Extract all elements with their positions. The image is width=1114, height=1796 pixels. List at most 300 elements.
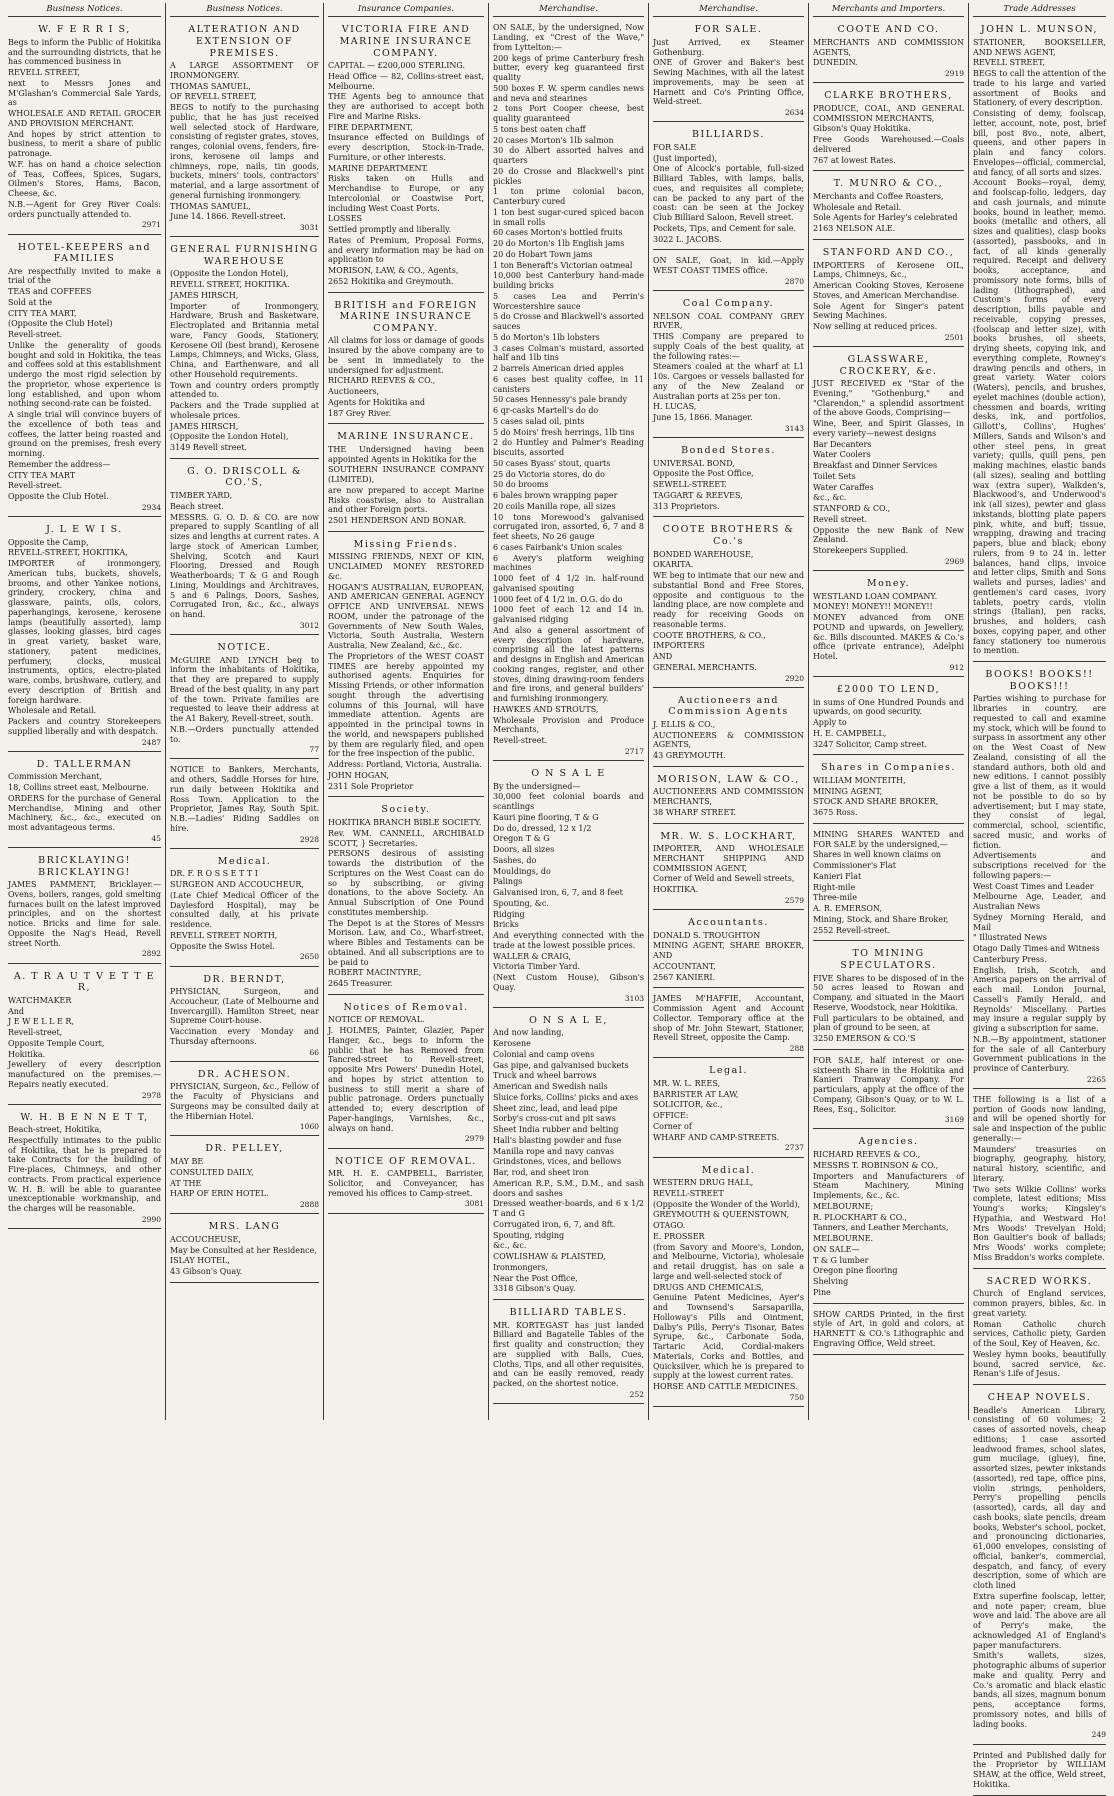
ad-title: BRICKLAYING! BRICKLAYING! (38, 855, 131, 878)
ad-line: 3675 Ross. (813, 808, 858, 818)
ad-line: All claims for loss or damage of goods insured by the above company are to be sent in immediately to the undersigned for adjustment. (328, 336, 484, 375)
ad-line: 2163 NELSON ALE. (813, 224, 896, 234)
ad-line: Commissioner's Flat (813, 861, 896, 871)
ad-line: PHYSICIAN, Surgeon, and Accoucheur, (Late of Melbourne and Invercargill). Hamilton Street, near Supreme Court-house. (170, 987, 319, 1026)
ad-number: 3081 (464, 1199, 484, 1209)
ad-line: Galvanised iron, 6, 7, and 8 feet (493, 888, 623, 898)
ad-line: MR. KORTEGAST has just landed Billiard and Bagatelle Tables of the first quality and construction; they are supplied with Balls, Cues, Cloths, Tips, and all other requisites, and can be easily removed, ready packed, on the shortest notice. (493, 1320, 644, 1389)
ad-line: 6 Avery's platform weighing machines (493, 553, 644, 573)
ad-line: American R.P., S.M., D.M., and sash doors and sashes (493, 1178, 644, 1198)
ad-title: Notices of Removal. (343, 1001, 469, 1013)
ad-line: JOHN HOGAN, (328, 770, 390, 780)
ad-title: BILLIARDS. (692, 129, 765, 141)
ad-title: Missing Friends. (353, 538, 459, 550)
ad-line: ON SALE— (813, 1244, 860, 1254)
ad-line: 2652 Hokitika and Greymouth. (328, 276, 454, 286)
ad-line: And hopes by strict attention to business, to merit a share of public patronage. (8, 129, 161, 159)
ad-line: AUCTIONEERS & COMMISSION AGENTS, (653, 730, 804, 750)
advertisement (8, 520, 161, 752)
ad-number: 66 (309, 1047, 319, 1057)
ad-title: Society. (381, 804, 431, 816)
advertisement (973, 1388, 1106, 1744)
ad-line: Sashes, do (493, 855, 537, 865)
ad-line: SOLICITOR, &c., (653, 1100, 723, 1110)
column-heading: Merchants and Importers. (813, 3, 964, 17)
ad-line: 2 do Huntley and Palmer's Reading biscuits, assorted (493, 438, 644, 458)
ad-line: Colonial and camp ovens (493, 1049, 595, 1059)
ad-line: Pine (813, 1287, 831, 1297)
ad-line: Sorby's cross-cut and pit saws (493, 1114, 616, 1124)
ad-line: MINING AGENT, (813, 786, 883, 796)
ad-line: MARINE DEPARTMENT. (328, 163, 429, 173)
ad-line: Packers and the Trade supplied at wholesale prices. (170, 401, 319, 420)
ad-line: Corner of (653, 1121, 692, 1131)
ad-line: 5 do Crosse and Blackwell's assorted sauces (493, 312, 644, 332)
ad-number: 2487 (141, 737, 161, 747)
ad-title: DR. PELLEY, (205, 1143, 284, 1155)
ad-title: A. T R A U T V E T T E R, (13, 970, 156, 994)
ad-line: SHOW CARDS Printed, in the first style of Art, in gold and colors, at HARNETT & CO.'s Lithographic and Engraving Office, Weld street. (813, 1309, 964, 1348)
ad-line: 3318 Gibson's Quay. (493, 1284, 576, 1294)
ad-line: WILLIAM MONTEITH, (813, 775, 906, 785)
ad-line: ORDERS for the purchase of General Merchandise, Mining and other Machinery, &c., &c., executed on most advantageous terms. (8, 793, 161, 833)
ad-line: WATCHMAKER (8, 995, 72, 1005)
ad-line: RICHARD REEVES & CO., (813, 1150, 921, 1159)
ad-line: OFFICE: (653, 1111, 689, 1121)
ad-title: TO MINING SPECULATORS. (840, 948, 937, 971)
ad-line: HORSE AND CATTLE MEDICINES. (653, 1382, 798, 1392)
advertisement (653, 770, 804, 824)
ad-line: JAMES M'HAFFIE, Accountant, Commission Agent and Account Collector. Temporary office at the shop of Mr. John Stewart, Stationer, Revell Street, opposite the Camp. (653, 994, 804, 1043)
ad-line: Water Caraffes (813, 482, 874, 492)
advertisement (493, 20, 644, 761)
advertisement (813, 574, 964, 677)
ad-line: Corrugated iron, 6, 7, and 8ft. (493, 1219, 616, 1229)
ad-line: 1 ton Beneraft's Victorian oatmeal (493, 260, 633, 270)
ad-line: 2645 Treasurer. (328, 979, 393, 989)
ad-line: Jewellery of every description manufactured on the premises.—Repairs neatly executed. (8, 1060, 161, 1089)
advertisement (813, 944, 964, 1049)
advertisement (328, 296, 484, 425)
advertisement (973, 665, 1106, 1089)
ad-line: Steamers coaled at the wharf at L1 10s. Cargoes or vessels ballasted for any of the New Zealand or Australian ports at 25s per ton. (653, 362, 804, 401)
ad-title: NOTICE OF REMOVAL. (335, 1155, 477, 1167)
ad-line: Opposite the Swiss Hotel. (170, 941, 275, 951)
column-4 (489, 3, 649, 1420)
ad-line: Sydney Morning Herald, and Mail (973, 912, 1106, 932)
advertisement (653, 253, 804, 291)
ad-line: OTAGO. (653, 1221, 686, 1231)
ad-title: MR. W. S. LOCKHART, (660, 830, 797, 842)
ad-line: SURGEON AND ACCOUCHEUR, (170, 880, 304, 890)
ad-line: JAMES HIRSCH, (170, 290, 239, 300)
ad-line: 767 at lowest Rates. (813, 155, 896, 165)
ad-title: MRS. LANG (208, 1221, 281, 1233)
ad-line: Wholesale and Retail. (8, 706, 97, 716)
ad-number: 2971 (141, 220, 161, 230)
ad-line: IMPORTER, AND WHOLESALE MERCHANT SHIPPING AND COMMISSION AGENT, (653, 844, 804, 873)
ad-title: CHEAP NOVELS. (987, 1392, 1092, 1404)
ad-line: WE beg to intimate that our new and substantial Bond and Free Stores, opposite and contiguous to the landing place, are now complete and ready for receiving Goods on reasonable terms. (653, 571, 804, 629)
column-7 (969, 3, 1110, 1789)
ad-line: Otago Daily Times and Witness (973, 944, 1100, 954)
ad-line: HOKITIKA. (653, 885, 699, 895)
ad-number: 2934 (141, 502, 161, 512)
ad-title: T. MUNRO & CO., (833, 178, 944, 190)
ad-line: WHOLESALE AND RETAIL GROCER AND PROVISION MERCHANT. (8, 109, 161, 128)
ad-line: &c., &c. (813, 493, 847, 503)
ad-line: Bar Decanters (813, 439, 872, 449)
ad-line: (Next Custom House), Gibson's Quay. (493, 973, 644, 992)
ad-line: Account Books—royal, demy, and foolscap-folio, ledgers, day and cash journals, and minute books, bound in leather, memo. books (metallic and others, all sizes and qualities), clasp books (assorted), passbooks, and in fact, of all kinds generally required. Receipt and delivery books, acceptance, and promissory note forms, bills of lading (lithographed), and Custom's forms of every description, bills payable and receivable, copying presses, (foolscap and letter size), with books brushes, oil sheets, drying sheets, copying ink, and everything complete, Rowney's drawing pencils and others, in great variety. Water colors (Waters), pencils, and brushes, eyelet machines (double action), chessmen and boards, writing desks, ink, and portfolios, Gillott's, Collins', Hughes' Millers, Sands and Wilson's and other steel pens, in great variety; quills, quill pens, pen making machines, elastic bands (all sizes), sealing and bottling wax (extra super), Walkden's, Blackwood's, and Underwood's ink (all sizes), pewter and glass inkstands, blotting plate papers pink, white, and buff; tissue, wrapping, drawing and tracing papers, blue and black; ebony rulers, from 9 to 24 in. letter balances, hand clips, invoice and letter clips, Smith and Sons wallets and purses, ladies' and gentlemen's card cases, ivory tablets, poetry cards, violin strings (Italian), pen racks, brushes, and holders, cash boxes, copying paper, and other fancy stationery too numerous to mention. (973, 178, 1106, 656)
ad-title: O N S A L E (531, 768, 606, 779)
ad-title: Medical. (701, 1164, 756, 1176)
ad-line: Printed and Published daily for the Proprietor by WILLIAM SHAW, at the office, Weld street, Hokitika. (973, 1750, 1106, 1789)
advertisement (170, 1139, 319, 1214)
ad-number: 2717 (624, 746, 644, 756)
advertisement (813, 1132, 964, 1303)
ad-line: Begs to inform the Public of Hokitika and the surrounding districts, that he has commenced business in (8, 37, 161, 67)
ad-line: Sole Agents for Harley's celebrated (813, 213, 958, 223)
ad-line: Breakfast and Dinner Services (813, 461, 938, 471)
ad-title: Bonded Stores. (681, 445, 776, 457)
ad-line: Victoria Timber Yard. (493, 962, 581, 972)
ad-line: MISSING FRIENDS, NEXT OF KIN, UNCLAIMED MONEY RESTORED &c. (328, 552, 484, 581)
ad-line: Remember the address— (8, 459, 111, 469)
ad-line: Just Arrived, ex Steamer Gothenburg. (653, 37, 804, 57)
ad-title: MARINE INSURANCE. (337, 431, 475, 443)
ad-line: MR. W. L. REES, (653, 1078, 721, 1088)
ad-line: Consisting of demy, foolscap, letter, account, note, post, brief bill, post 8vo., note, albert, queens, and other papers in plain and fancy colors. Envelopes—official, commercial, and fancy, of all sorts and sizes. (973, 109, 1106, 177)
ad-line: are now prepared to accept Marine Risks coastwise, also to Australian and other Foreign ports. (328, 485, 484, 515)
advertisement (653, 125, 804, 250)
advertisement (328, 535, 484, 798)
ad-line: Head Office — 82, Collins-street east, Melbourne. (328, 71, 484, 91)
column-heading: Business Notices. (170, 3, 319, 17)
ad-line: Palings (493, 877, 523, 887)
ad-line: JAMES PAMMENT, Bricklayer.—Ovens, boilers, ranges, gold smelting furnaces built on the latest improved principles, and on the shortest notice. Bricks and lime for sale. Opposite the Nag's Head, Revell street North. (8, 880, 161, 948)
ad-title: HOTEL-KEEPERS and FAMILIES (17, 241, 152, 265)
ad-line: T & G lumber (813, 1255, 869, 1265)
ad-line: Church of England services, common prayers, bibles, &c. in great variety. (973, 1289, 1106, 1318)
ad-number: 2634 (784, 108, 804, 118)
ad-line: Town and country orders promptly attended to. (170, 380, 319, 400)
ad-line: 5 do Moirs' fresh herrings, 1lb tins (493, 427, 635, 437)
ad-line: Oregon pine flooring (813, 1266, 898, 1276)
ad-line: CAPITAL — £200,000 STERLING. (328, 61, 466, 71)
ad-line: NELSON COAL COMPANY GREY RIVER, (653, 311, 804, 331)
ad-line: 5 cases Lea and Perrin's Worcestershire sauce (493, 291, 644, 311)
advertisement (653, 1061, 804, 1157)
column-heading: Business Notices. (8, 3, 161, 17)
ad-line: H. LUCAS, (653, 402, 697, 412)
ad-line: WALLER & CRAIG, (493, 951, 572, 961)
ad-line: REVELL-STREET (653, 1188, 724, 1198)
ad-line: Doors, all sizes (493, 845, 555, 855)
ad-line: American Cooking Stoves, Kerosene Stoves, and American Merchandise. (813, 281, 964, 300)
ad-title: Accountants. (688, 917, 769, 929)
ad-line: Unlike the generality of goods bought and sold in Hokitika, the teas and coffees sold at this establishment undergo the most rigid selection by the proprietor, whose experience is long established, and upon whom nothing second-rate can be foisted. (8, 340, 161, 409)
advertisement (170, 20, 319, 237)
ad-line: ACCOUCHEUSE, (170, 1234, 241, 1244)
ad-line: JAMES HIRSCH, (170, 421, 239, 431)
advertisement (653, 913, 804, 988)
ad-title: BOOKS! BOOKS!! BOOKS!!! (985, 669, 1094, 692)
ad-line: (Opposite the Wonder of the World), (653, 1199, 801, 1209)
ad-line: Toilet Sets (813, 471, 856, 481)
ad-number: 2737 (784, 1143, 804, 1153)
ad-line: UNIVERSAL BOND, (653, 458, 735, 468)
ad-line: DUNEDIN. (813, 58, 858, 68)
ad-line: AND (653, 652, 673, 661)
ad-line: PRODUCE, COAL, AND GENERAL COMMISSION MERCHANTS, (813, 103, 964, 123)
ad-line: LOSSES (328, 214, 363, 224)
ad-line: Ironmongers, (493, 1262, 548, 1272)
ad-line: HOKITIKA BRANCH BIBLE SOCIETY. (328, 818, 482, 828)
ad-line: (Opposite the London Hotel), (170, 432, 289, 442)
ad-line: 5 do Morton's 1lb lobsters (493, 332, 600, 342)
ad-line: AUCTIONEERS AND COMMISSION MERCHANTS, (653, 787, 804, 807)
ad-line: OKARITA. (653, 560, 694, 570)
ad-line: Near the Post Office, (493, 1273, 578, 1283)
ad-line: By the undersigned— (493, 781, 581, 791)
ad-line: 18, Collins street east, Melbourne. (8, 783, 149, 793)
ad-line: June 15, 1866. Manager. (653, 413, 753, 423)
ad-line: Oregon T & G (493, 834, 550, 844)
ad-line: THOMAS SAMUEL, (170, 81, 251, 91)
ad-title: BILLIARD TABLES. (509, 1307, 628, 1319)
ad-line: Revell-street. (493, 736, 548, 746)
ad-line: CITY TEA MART (8, 470, 76, 480)
advertisement (170, 240, 319, 459)
ad-line: CONSULTED DAILY, (170, 1167, 254, 1177)
ad-line: AT THE (170, 1178, 202, 1188)
ad-line: Revell street. (813, 514, 868, 524)
ad-title: Legal. (709, 1065, 748, 1077)
ad-number: 3012 (299, 620, 319, 630)
ad-line: N.B.—Orders punctually attended to. (170, 724, 319, 744)
ad-line: Rev. WM. CANNELL, ARCHIBALD SCOTT, } Secretaries. (328, 828, 484, 848)
ad-line: MERCHANTS AND COMMISSION AGENTS, (813, 37, 964, 57)
ad-line: Full particulars to be obtained, and plan of ground to be seen, at (813, 1013, 964, 1033)
ad-number: 2888 (299, 1200, 319, 1210)
ad-line: 20 cases Morton's 1lb salmon (493, 135, 614, 145)
column-2 (166, 3, 324, 1420)
ad-line: McGUIRE AND LYNCH beg to inform the inhabitants of Hokitika, that they are prepared to supply Bread of the best quality, in any part of the town. Private families are requested to leave their address at the A1 Bakery, Revell-street, south. (170, 655, 319, 724)
ad-line: Ridging (493, 909, 525, 919)
ad-line: Settled promptly and liberally. (328, 225, 452, 235)
ad-line: J E W E L L E R, (8, 1017, 74, 1027)
ad-line: May be Consulted at her Residence, (170, 1245, 317, 1255)
ad-title: J. L E W I S. (46, 524, 123, 536)
ad-line: 50 cases Byass' stout, quarts (493, 458, 611, 468)
ad-line: Vaccination every Monday and Thursday afternoons. (170, 1027, 319, 1046)
ad-line: FOR SALE (653, 142, 697, 152)
ad-line: TEAS and COFFEES (8, 287, 92, 297)
ad-line: 38 WHARF STREET. (653, 807, 737, 817)
ad-line: 313 Proprietors. (653, 501, 720, 511)
ad-title: G. O. DRISCOLL & CO.'S, (187, 465, 302, 489)
ad-title: D. TALLERMAN (36, 758, 133, 770)
ad-number: 2920 (784, 673, 804, 683)
ad-line: Truck and wheel barrows (493, 1071, 597, 1081)
ad-line: JUST RECEIVED ex "Star of the Evening," "Gothenburg," and "Clarendon," a splendid assortment of the above Goods, Comprising— (813, 379, 964, 418)
ad-line: 6 cases Fairbank's Union scales (493, 542, 622, 552)
ad-line: 30,000 feet colonial boards and scantlings (493, 792, 644, 812)
ad-line: Respectfully intimates to the public of Hokitika, that he is prepared to take Contracts for the building of Fire-places, Chimneys, and other contracts. From practical experience W. H. B. will be able to guarantee unexceptionable workmanship, and the charges will be reasonable. (8, 1135, 161, 1214)
ad-title: MORISON, LAW & CO., (657, 773, 800, 785)
ad-line: J. HOLMES, Painter, Glazier, Paper Hanger, &c., begs to inform the public that he has Removed from Tancred-street to Revell-street, opposite Mrs Powers' Dunedin Hotel, and hopes by strict attention to business to still merit a share of public patronage. Orders punctually attended to; every description of Paper-hangings, Varnishes, &c., always on hand. (328, 1026, 484, 1133)
ad-title: JOHN L. MUNSON, (980, 24, 1099, 36)
advertisement (653, 520, 804, 687)
ad-title: Money. (866, 578, 911, 589)
ad-title: Auctioneers and Commission Agents (668, 694, 789, 718)
ad-line: next to Messrs Jones and M'Glashan's Commercial Sale Yards, as (8, 78, 161, 108)
ad-line: Address: Portland, Victoria, Australia. (328, 760, 482, 770)
ad-title: FOR SALE. (694, 24, 763, 36)
ad-line: Agents for Hokitika and (328, 397, 425, 407)
ad-line: Gibson's Quay Hokitika. (813, 124, 911, 134)
ad-line: IMPORTERS (653, 641, 705, 651)
ad-line: J. ELLIS & CO., (653, 719, 716, 729)
advertisement (328, 800, 484, 994)
advertisement (170, 970, 319, 1062)
ad-line: Sheet zinc, lead, and lead pipe (493, 1103, 618, 1113)
column-1 (4, 3, 166, 1420)
ad-line: One of Alcock's portable, full-sized Billiard Tables, with lamps, balls, cues, and requisites all complete; can be packed to any part of the coast: can be seen at the Jockey Club Billiard Saloon, Revell street. (653, 164, 804, 223)
advertisement (8, 755, 161, 848)
ad-title: W. F E R R I S, (38, 24, 131, 36)
ad-title: CLARKE BROTHERS, (824, 90, 953, 102)
advertisement (493, 1303, 644, 1404)
ad-line: 200 kegs of prime Canterbury fresh butter, every keg guaranteed first quality (493, 53, 644, 83)
ad-line: English, Irish, Scotch, and America papers on the arrival of each mail. London Journal, Cassell's Family Herald, and Reynolds' Miscellany. Parties may insure a regular supply by giving a subscription for same. (973, 965, 1106, 1034)
ad-line: COWLISHAW & PLAISTED, (493, 1252, 606, 1262)
ad-line: MINING AGENT, SHARE BROKER, AND (653, 941, 804, 961)
ad-line: WHARF AND CAMP-STREETS. (653, 1132, 780, 1142)
ad-title: COOTE AND CO. (837, 24, 940, 36)
ad-line: 3 cases Colman's mustard, assorted half and 1lb tins (493, 343, 644, 363)
ad-number: 252 (629, 1389, 644, 1399)
ad-number: 2579 (784, 895, 804, 905)
ad-line: Commission Merchant, (8, 772, 103, 782)
advertisement (170, 852, 319, 967)
ad-line: Advertisements and subscriptions received for the following papers:— (973, 851, 1106, 880)
ad-line: (Opposite the London Hotel), (170, 269, 289, 279)
ad-line: Opposite Temple Court, (8, 1038, 105, 1048)
ad-line: Mouldings, do (493, 866, 551, 876)
advertisement (170, 1065, 319, 1137)
ad-line: DONALD S. TROUGHTON (653, 930, 761, 940)
ad-line: Apply to (813, 718, 847, 728)
advertisement (170, 1217, 319, 1283)
ad-line: Revell-street. (8, 481, 63, 491)
advertisement (813, 86, 964, 171)
advertisement (813, 243, 964, 347)
ad-title: ALTERATION AND EXTENSION OF PREMISES. (188, 24, 301, 59)
ad-line: Sluice forks, Collins' picks and axes (493, 1092, 639, 1102)
ad-line: MAY BE (170, 1157, 204, 1167)
ad-line: Importer of Ironmongery, Hardware, Brush and Basketware, Electroplated and Britannia metal ware, Fancy Goods, Stationery, Kerosene Oil (best brand), Kerosene Lamps, Chimneys, and Wicks, Glass, China, and Earthenware, and all other Household requirements. (170, 301, 319, 379)
ad-line: Storekeepers Supplied. (813, 546, 909, 556)
ad-title: SACRED WORKS. (986, 1275, 1093, 1287)
ad-line: IMPORTERS of Kerosene OIL, Lamps, Chimneys, &c., (813, 260, 964, 280)
ad-line: Smith's wallets, sizes, photographic albums of superior make and quality. Perry and Co.'s aromatic and black elastic bands, all sizes, magnum bonum pens, acceptance forms, promissory notes, and bills of lading books. (973, 1651, 1106, 1729)
column-5 (649, 3, 809, 1420)
advertisement (8, 1108, 161, 1229)
ad-line: Corner of Weld and Sewell streets, (653, 874, 795, 884)
advertisement (8, 851, 161, 964)
ad-line: STATIONER, BOOKSELLER, AND NEWS AGENT, (973, 37, 1106, 57)
ad-line: Grindstones, vices, and bellows (493, 1157, 622, 1167)
ad-line: 50 cases Hennessy's pale brandy (493, 395, 628, 405)
ad-line: ISLAY HOTEL, (170, 1256, 230, 1266)
ad-line: 3250 EMERSON & CO.'S (813, 1034, 916, 1044)
advertisement (813, 20, 964, 83)
ad-title: DR. ACHESON. (197, 1068, 292, 1080)
advertisement (328, 1152, 484, 1214)
ad-line: Beach street. (170, 501, 224, 511)
ad-line: 1 ton prime colonial bacon, Canterbury cured (493, 187, 644, 207)
ad-line: REVELL STREET, (973, 58, 1045, 68)
ad-line: Sold at the (8, 297, 53, 307)
ad-line: Wesley hymn books, beautifully bound, sacred service, &c. Renan's Life of Jesus. (973, 1349, 1106, 1379)
column-3 (324, 3, 489, 1420)
ad-line: Beach-street, Hokitika, (8, 1125, 102, 1135)
advertisement (813, 350, 964, 571)
advertisement (653, 991, 804, 1058)
column-6 (809, 3, 969, 1420)
ad-line: The Depot is at the Stores of Messrs Morison. Law, and Co., Wharf-street, where Bibles and Testaments can be obtained. And all subscriptions are to be paid to (328, 918, 484, 967)
ad-line: 2 barrels American dried apples (493, 364, 624, 374)
ad-title: DR. BERNDT, (203, 973, 286, 985)
advertisement (973, 1092, 1106, 1269)
ad-line: A. R. EMERSON, (813, 904, 882, 914)
ad-line: Merchants and Coffee Roasters, (813, 191, 944, 201)
ad-number: 288 (789, 1044, 804, 1054)
ad-line: 20 do Morton's 1lb English jams (493, 239, 625, 249)
ad-title: VICTORIA FIRE AND MARINE INSURANCE COMPANY. (339, 24, 473, 59)
ad-line: &c., &c. (493, 1241, 527, 1251)
ad-line: REVELL-STREET, HOKITIKA, (8, 548, 128, 558)
ad-line: Shelving (813, 1277, 849, 1286)
ad-line: 1000 feet of each 12 and 14 in. galvanised ridging (493, 605, 644, 625)
ad-line: Kauri pine flooring, T & G (493, 812, 599, 822)
advertisement (170, 638, 319, 759)
ad-line: 43 Gibson's Quay. (170, 1267, 243, 1276)
advertisement (8, 20, 161, 234)
ad-line: REVELL STREET, (8, 68, 80, 78)
ad-line: GREYMOUTH & QUEENSTOWN, (653, 1210, 790, 1220)
ad-line: SOUTHERN INSURANCE COMPANY (LIMITED), (328, 465, 484, 485)
ad-line: The Proprietors of the WEST COAST TIMES are hereby appointed my authorised agents. Enquiries for Missing Friends, or other information sought through the advertising columns of this Journal, will have immediate attention. Agents are appointed in the principal towns in the world, and newspapers published by them are regularly filed, and open for the free inspection of the public. (328, 651, 484, 759)
ad-line: THIS Company are prepared to supply Coals of the best quality, at the following rates:— (653, 332, 804, 361)
advertisement (973, 1272, 1106, 1385)
ad-number: 2928 (299, 834, 319, 844)
ad-line: Revell-street. (8, 330, 63, 340)
ad-line: STOCK AND SHARE BROKER, (813, 797, 939, 807)
column-heading: Merchandise. (493, 3, 644, 17)
ad-line: A single trial will convince buyers of the excellence of both teas and coffees, the latter being roasted and ground on the premises, fresh every morning. (8, 410, 161, 459)
ad-line: CITY TEA MART, (8, 308, 77, 318)
ad-line: Spouting, &c. (493, 898, 549, 908)
ad-line: Shares in well known claims on (813, 850, 942, 860)
ad-line: And (8, 1006, 25, 1016)
ad-line: MESSRS. G. O. D. & CO. are now prepared to supply Scantling of all sizes and lengths at current rates. A large stock of American Lumber, Shelving, Scotch and Kauri Flooring, Dressed and Rough Weatherboards; T & G and Rough Lining, Mouldings and Architraves, 5 and 6 Palings, Doors, Sashes, Corrugated Iron, &c., &c., always on hand. (170, 512, 319, 620)
ad-line: Importers and Manufacturers of Steam Machinery, Mining Implements, &c., &c. (813, 1171, 964, 1200)
ad-number: 2265 (1086, 1074, 1106, 1084)
ad-line: Auctioneers, (328, 387, 380, 397)
